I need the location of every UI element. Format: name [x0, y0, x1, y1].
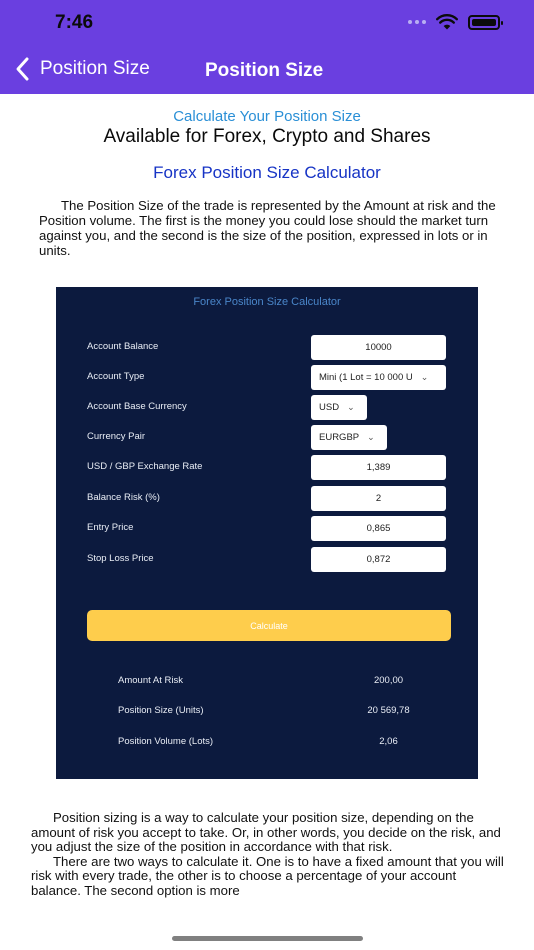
account-balance-row: [56, 335, 478, 361]
battery-icon: [468, 15, 500, 30]
position-units-value: 20 569,78: [367, 705, 410, 716]
calculator-panel: [56, 287, 478, 779]
amount-at-risk-value: 200,00: [373, 675, 404, 686]
chevron-left-icon: [14, 56, 32, 82]
account-balance-label: Account Balance: [87, 341, 159, 352]
base-currency-value: USD: [319, 402, 340, 413]
base-currency-row: [56, 395, 478, 421]
signal-dots-icon: [408, 19, 426, 25]
account-balance-input[interactable]: 10000: [311, 335, 446, 360]
chevron-down-icon: ⌄: [367, 432, 375, 442]
entry-price-label: Entry Price: [87, 522, 134, 533]
intro-paragraph: The Position Size of the trade is represented by the Amount at risk and the Position volume. The first is the money you could lose should the market turn against you, and the second is the size of the position, expressed in lots or in units.: [39, 198, 496, 258]
balance-risk-row: [56, 486, 478, 512]
top-bar: [0, 0, 534, 94]
amount-at-risk-row: [56, 672, 478, 692]
account-type-label: Account Type: [87, 371, 145, 382]
amount-at-risk-label: Amount At Risk: [118, 675, 183, 686]
status-icons: [408, 14, 500, 30]
account-type-row: [56, 365, 478, 391]
base-currency-label: Account Base Currency: [87, 401, 187, 412]
home-indicator[interactable]: [172, 936, 363, 941]
stop-loss-label: Stop Loss Price: [87, 553, 154, 564]
calculate-button[interactable]: Calculate: [87, 610, 451, 641]
entry-price-row: [56, 516, 478, 542]
body-text: [31, 811, 507, 899]
currency-pair-label: Currency Pair: [87, 431, 146, 442]
account-type-select[interactable]: [311, 365, 446, 390]
currency-pair-select[interactable]: [311, 425, 387, 450]
body-paragraph-1: Position sizing is a way to calculate your position size, depending on the amount of risk you accept to take. Or, in other words, you decide on the risk, and you adjust the size of the position in accordance with that risk.: [31, 810, 501, 855]
base-currency-select[interactable]: [311, 395, 367, 420]
sub-heading: Calculate Your Position Size: [173, 108, 361, 125]
chevron-down-icon: ⌄: [420, 372, 429, 382]
chevron-down-icon: ⌄: [347, 402, 355, 412]
exchange-rate-input[interactable]: 1,389: [311, 455, 446, 480]
wifi-icon: [436, 14, 458, 30]
stop-loss-input[interactable]: 0,872: [311, 547, 446, 572]
back-button[interactable]: [14, 56, 150, 82]
balance-risk-label: Balance Risk (%): [87, 492, 160, 503]
navigation-bar: [0, 48, 534, 94]
status-time: 7:46: [55, 12, 94, 33]
entry-price-input[interactable]: 0,865: [311, 516, 446, 541]
calculator-heading: Forex Position Size Calculator: [153, 163, 381, 182]
main-heading: Available for Forex, Crypto and Shares: [103, 126, 431, 147]
balance-risk-input[interactable]: 2: [311, 486, 446, 511]
stop-loss-row: [56, 547, 478, 573]
currency-pair-value: EURGBP: [319, 432, 360, 443]
position-lots-label: Position Volume (Lots): [118, 736, 214, 747]
page-title: Position Size: [205, 60, 324, 81]
position-lots-value: 2,06: [379, 736, 398, 747]
position-units-label: Position Size (Units): [118, 705, 204, 716]
exchange-rate-row: [56, 455, 478, 481]
back-label: Position Size: [40, 58, 150, 79]
panel-title: Forex Position Size Calculator: [193, 296, 341, 308]
account-type-value: Mini (1 Lot = 10 000 U: [319, 372, 413, 383]
position-units-row: [56, 702, 478, 722]
exchange-rate-label: USD / GBP Exchange Rate: [87, 461, 203, 472]
position-lots-row: [56, 733, 478, 753]
currency-pair-row: [56, 425, 478, 451]
body-paragraph-2: There are two ways to calculate it. One is to have a fixed amount that you will risk with every trade, the other is to choose a percentage of your account balance. The second option is more: [31, 853, 504, 898]
